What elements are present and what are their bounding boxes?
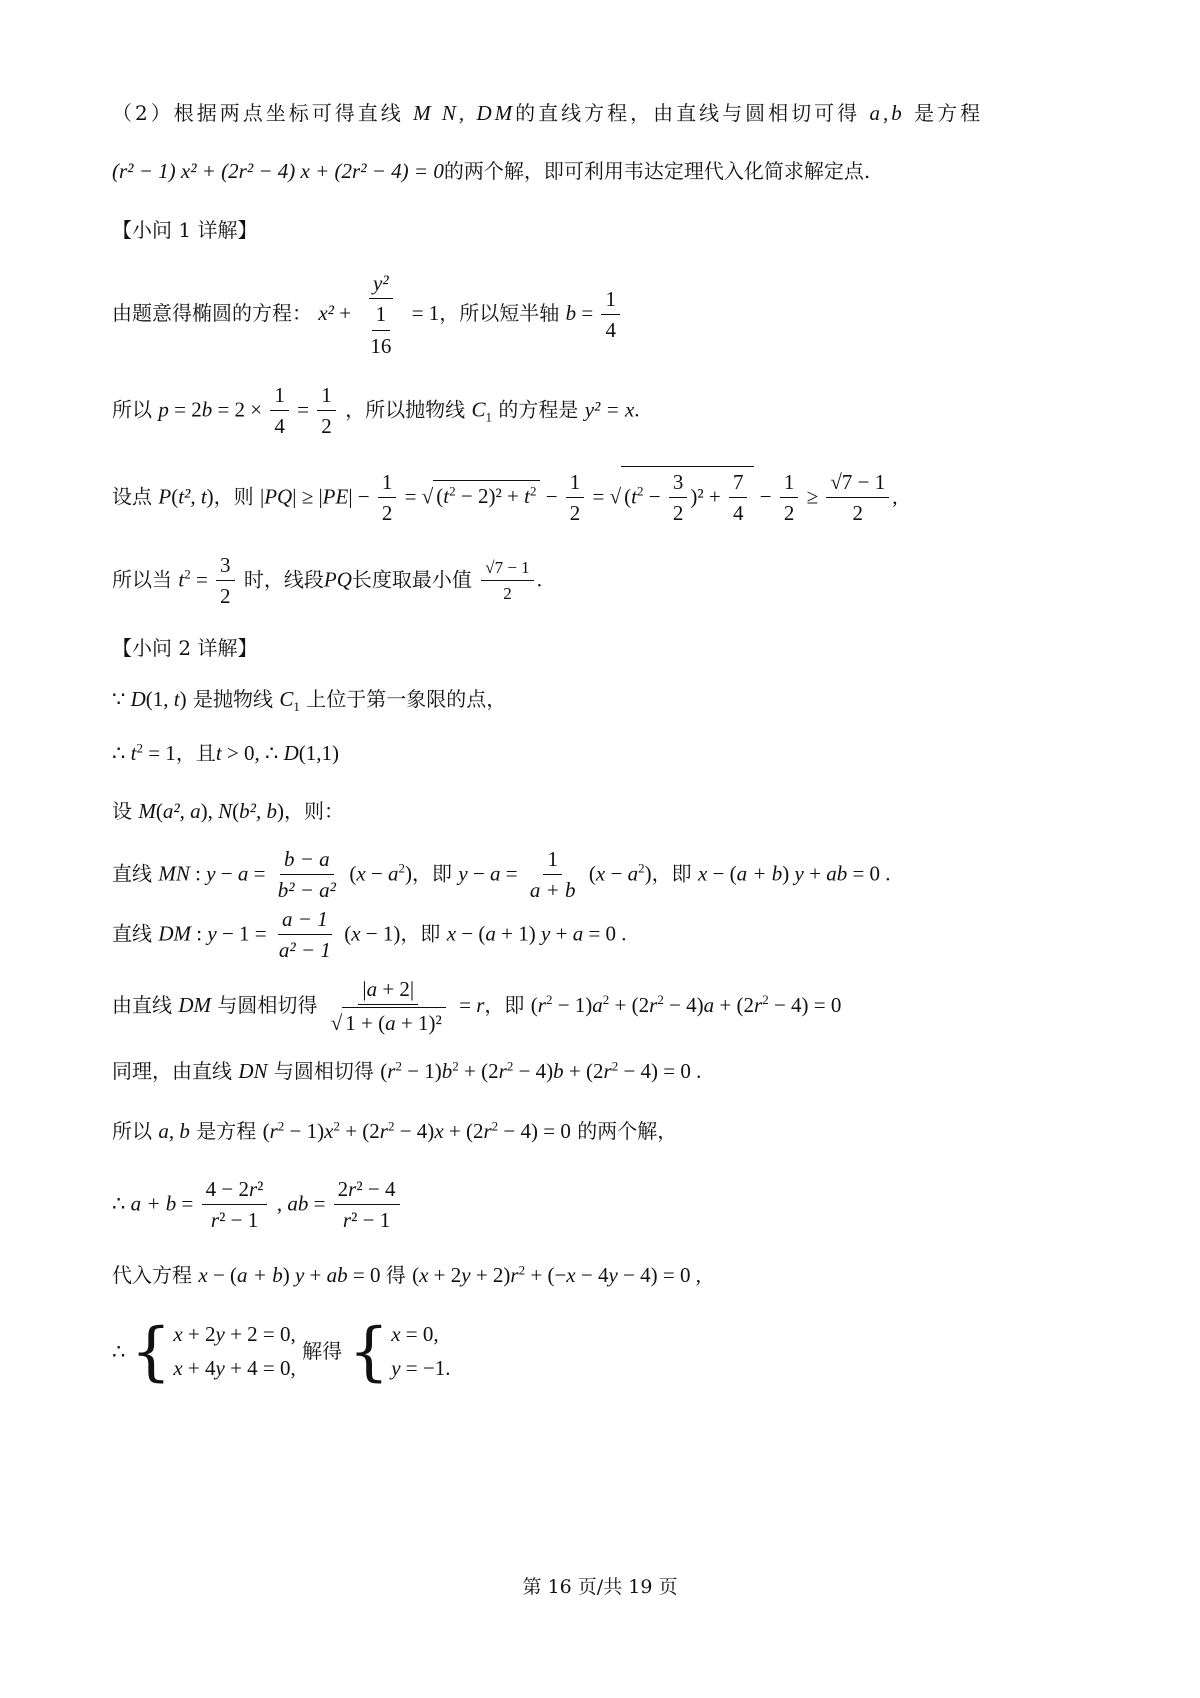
- text: 的两个解，: [577, 1119, 678, 1143]
- text: 设点: [112, 484, 152, 509]
- analysis-line-1: [112, 100, 983, 126]
- solution-line-point-d: ∵ D(1, t) 是抛物线 $C_1$ 上位于第一象限的点，: [112, 687, 507, 714]
- text: 直线: [112, 861, 152, 886]
- text: ，且: [175, 741, 216, 765]
- text: 由直线: [112, 992, 172, 1017]
- text: 是方程: [196, 1119, 257, 1143]
- text: 是抛物线: [193, 687, 273, 711]
- text: 设: [112, 799, 132, 823]
- text: 与圆相切得: [273, 1059, 374, 1083]
- solution-line-vieta: ∴ a + b = $\frac{\text{4 − 2r²}}{\text{r² − 1}}$ , ab = $\frac{\text{2r² − 4}}{\text{r² − 1}}$: [112, 1176, 403, 1234]
- text: ，所以抛物线: [345, 397, 466, 422]
- text: ，所以短半轴: [439, 300, 560, 325]
- text: ，则：: [283, 799, 344, 823]
- solution-line-mn: 直线 MN : y − a = $\frac{b - a}{\text{b² − a²}}$ $(x - a^2)$，即 y − a = $\frac{1}{a + b}$ $(x - a^2)$，即 x − (a + b) y + ab = 0 .: [112, 847, 891, 903]
- text: 长度取最小值: [351, 567, 472, 592]
- math-equation: (r² − 1) x² + (2r² − 4) x + (2r² − 4) = 0: [112, 159, 444, 183]
- solution-line-parabola: 所以 p = 2b = 2 × $\frac{1}{4}$ = $\frac{1}{2}$ ，所以抛物线 $C_1$ 的方程是 y² = x.: [112, 383, 640, 439]
- solution-line-minimum: 所以当 $t^2$ = $\frac{3}{2}$ 时，线段PQ长度取最小值 $\frac{√7 - 1}{2}$ .: [112, 553, 542, 609]
- text: 时，线段: [243, 567, 324, 592]
- text: 直线: [112, 921, 152, 946]
- text: 的直线方程，由直线与圆相切可得: [515, 101, 861, 125]
- solution-line-t: ∴ $t^2 = 1$，且t > 0, ∴ D(1,1): [112, 740, 340, 765]
- text: 所以: [112, 1119, 152, 1143]
- text: 解得: [302, 1339, 343, 1364]
- page-footer: 第 16 页/共 19 页: [522, 1576, 678, 1598]
- text: 的方程是: [498, 397, 579, 422]
- math-mn: M N,: [413, 101, 468, 125]
- text: 得: [385, 1263, 406, 1287]
- text: ，即: [412, 861, 453, 886]
- text: 是方程: [914, 101, 984, 125]
- subheading-part-1: 【小问 1 详解】: [112, 218, 258, 242]
- solution-line-distance: 设点 P(t², t)，则 |PQ| ≥ |PE| − $\frac{1}{2}$ = √ $(t^2 - 2)^2 + t^2$ − $\frac{1}{2}$ = √ ($t^2$ − $\frac{3}{2}$ )² + $\frac{7}{4}$ − $\frac{1}{2}$ ≥ $\frac{√7 - 1}{2}$ ,: [112, 466, 897, 527]
- math-dm: DM: [476, 101, 516, 125]
- solution-line-tangent-dm: 由直线 DM 与圆相切得 $\frac{|a + 2|}{\text{√ 1 + (a + 1)²}}$ = r，即 $(r^2 - 1)a^2 + (2r^2 - 4)a + (2r^2 - 4) = 0$: [112, 977, 842, 1036]
- text: 上位于第一象限的点，: [306, 687, 507, 711]
- solution-line-ellipse: 由题意得椭圆的方程： x² + $\frac{\text{y²}}{\frac{1}{16}}$ = 1，所以短半轴 b = $\frac{1}{4}$: [112, 270, 623, 359]
- text: 由题意得椭圆的方程：: [112, 300, 312, 325]
- analysis-line-2: [112, 158, 870, 184]
- text: ，即: [651, 861, 692, 886]
- text: 与圆相切得: [217, 992, 318, 1017]
- solution-line-dm: 直线 DM : y − 1 = $\frac{a - 1}{\text{a² − 1}}$ (x − 1)，即 x − (a + 1) y + a = 0 .: [112, 907, 627, 963]
- text: ，则: [213, 484, 254, 509]
- solution-line-set-mn: 设 M(a², a), N(b², b)，则：: [112, 799, 344, 823]
- text: ，即: [400, 921, 441, 946]
- text: ，即: [484, 992, 525, 1017]
- solution-line-tangent-dn: 同理，由直线 DN 与圆相切得 $(r^2 - 1)b^2 + (2r^2 - 4)b + (2r^2 - 4) = 0$ .: [112, 1058, 702, 1083]
- solution-line-substitute: 代入方程 x − (a + b) y + ab = 0 得 $(x + 2y + 2)r^2 + (-x - 4y - 4) = 0$ ,: [112, 1262, 701, 1287]
- text: （2）根据两点坐标可得直线: [112, 101, 404, 125]
- text: 同理，由直线: [112, 1059, 232, 1083]
- text: 所以: [112, 397, 152, 422]
- subheading-part-2: 【小问 2 详解】: [112, 636, 258, 660]
- solution-line-system: ∴ { x + 2y + 2 = 0, x + 4y + 4 = 0, 解得 { x = 0, y = −1.: [112, 1314, 451, 1389]
- text: 代入方程: [112, 1263, 192, 1287]
- text: 的两个解，即可利用韦达定理代入化简求解定点.: [443, 159, 871, 183]
- text: 所以当: [112, 567, 172, 592]
- solution-line-roots: 所以 a, b 是方程 $(r^2 - 1)x^2 + (2r^2 - 4)x + (2r^2 - 4) = 0$ 的两个解，: [112, 1118, 678, 1143]
- math-ab: a,b: [869, 101, 905, 125]
